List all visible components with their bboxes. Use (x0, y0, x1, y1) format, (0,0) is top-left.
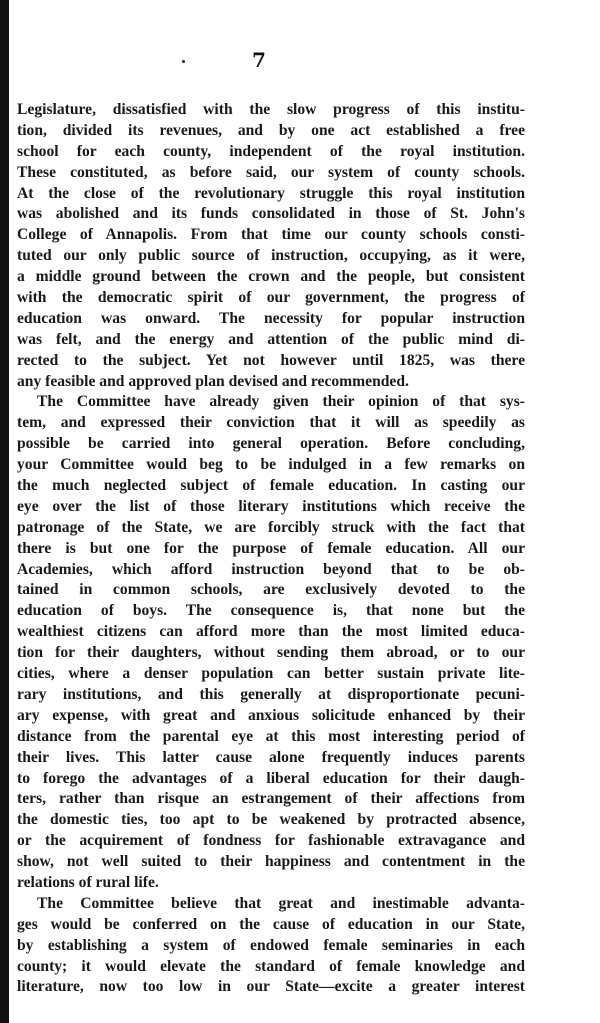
text-line: tion for their daughters, without sending them abroad, or to our (17, 644, 525, 662)
text-line: the much neglected subject of female education. In casting our (17, 477, 525, 495)
text-line: literature, now too low in our State—excite a greater interest (17, 978, 525, 996)
text-line: there is but one for the purpose of female education. All our (17, 539, 525, 557)
text-line: was felt, and the energy and attention of the public mind di- (17, 330, 525, 348)
text-line: was abolished and its funds consolidated in those of St. John's (17, 205, 525, 223)
text-line: eye over the list of those literary institutions which receive the (17, 497, 525, 515)
body-text (17, 100, 525, 998)
paragraph (17, 100, 525, 392)
text-line: county; it would elevate the standard of female knowledge and (17, 957, 525, 975)
text-line: your Committee would beg to be indulged in a few remarks on (17, 456, 525, 474)
text-line: school for each county, independent of the royal institution. (17, 142, 525, 160)
text-line: or the acquirement of fondness for fashionable extravagance and (17, 832, 525, 850)
text-line: possible be carried into general operation. Before concluding, (17, 435, 525, 453)
text-line: patronage of the State, we are forcibly struck with the fact that (17, 518, 525, 536)
text-line: rected to the subject. Yet not however until 1825, was there (17, 351, 525, 369)
paragraph (17, 894, 525, 998)
text-line: tuted our only public source of instruction, occupying, as it were, (17, 247, 525, 265)
text-line: tem, and expressed their conviction that it will as speedily as (17, 414, 525, 432)
text-line: distance from the parental eye at this most interesting period of (17, 727, 525, 745)
scan-speck (182, 60, 185, 63)
scan-edge (0, 0, 9, 1023)
page-number: 7 (252, 48, 266, 72)
text-line: At the close of the revolutionary struggle this royal institution (17, 184, 525, 202)
text-line: any feasible and approved plan devised and recommended. (17, 372, 409, 390)
text-line: to forego the advantages of a liberal education for their daugh- (17, 769, 525, 787)
text-line: the domestic ties, too apt to be weakened by protracted absence, (17, 811, 525, 829)
text-line: ters, rather than risque an estrangement of their affections from (17, 790, 525, 808)
text-line: These constituted, as before said, our system of county schools. (17, 163, 525, 181)
text-line: tained in common schools, are exclusively devoted to the (17, 581, 525, 599)
text-line: by establishing a system of endowed female seminaries in each (17, 936, 525, 954)
text-line: education was onward. The necessity for popular instruction (17, 309, 525, 327)
text-line: ary expense, with great and anxious solicitude enhanced by their (17, 706, 525, 724)
text-line: relations of rural life. (17, 873, 159, 891)
text-line: Academies, which afford instruction beyond that to be ob- (17, 560, 525, 578)
text-line: education of boys. The consequence is, that none but the (17, 602, 525, 620)
text-line: with the democratic spirit of our government, the progress of (17, 289, 525, 307)
text-line: their lives. This latter cause alone frequently induces parents (17, 748, 525, 766)
paragraph (17, 392, 525, 893)
text-line: cities, where a denser population can better sustain private lite- (17, 665, 525, 683)
text-line: a middle ground between the crown and the people, but consistent (17, 268, 525, 286)
text-line: wealthiest citizens can afford more than the most limited educa- (17, 623, 525, 641)
text-line: tion, divided its revenues, and by one act established a free (17, 121, 525, 139)
text-line: show, not well suited to their happiness and contentment in the (17, 853, 525, 871)
text-line: rary institutions, and this generally at disproportionate pecuni- (17, 685, 525, 703)
text-line: College of Annapolis. From that time our county schools consti- (17, 226, 525, 244)
text-line: ges would be conferred on the cause of education in our State, (17, 915, 525, 933)
text-line: The Committee have already given their opinion of that sys- (37, 393, 525, 411)
text-line: Legislature, dissatisfied with the slow progress of this institu- (17, 101, 525, 118)
text-line: The Committee believe that great and inestimable advanta- (37, 894, 525, 912)
